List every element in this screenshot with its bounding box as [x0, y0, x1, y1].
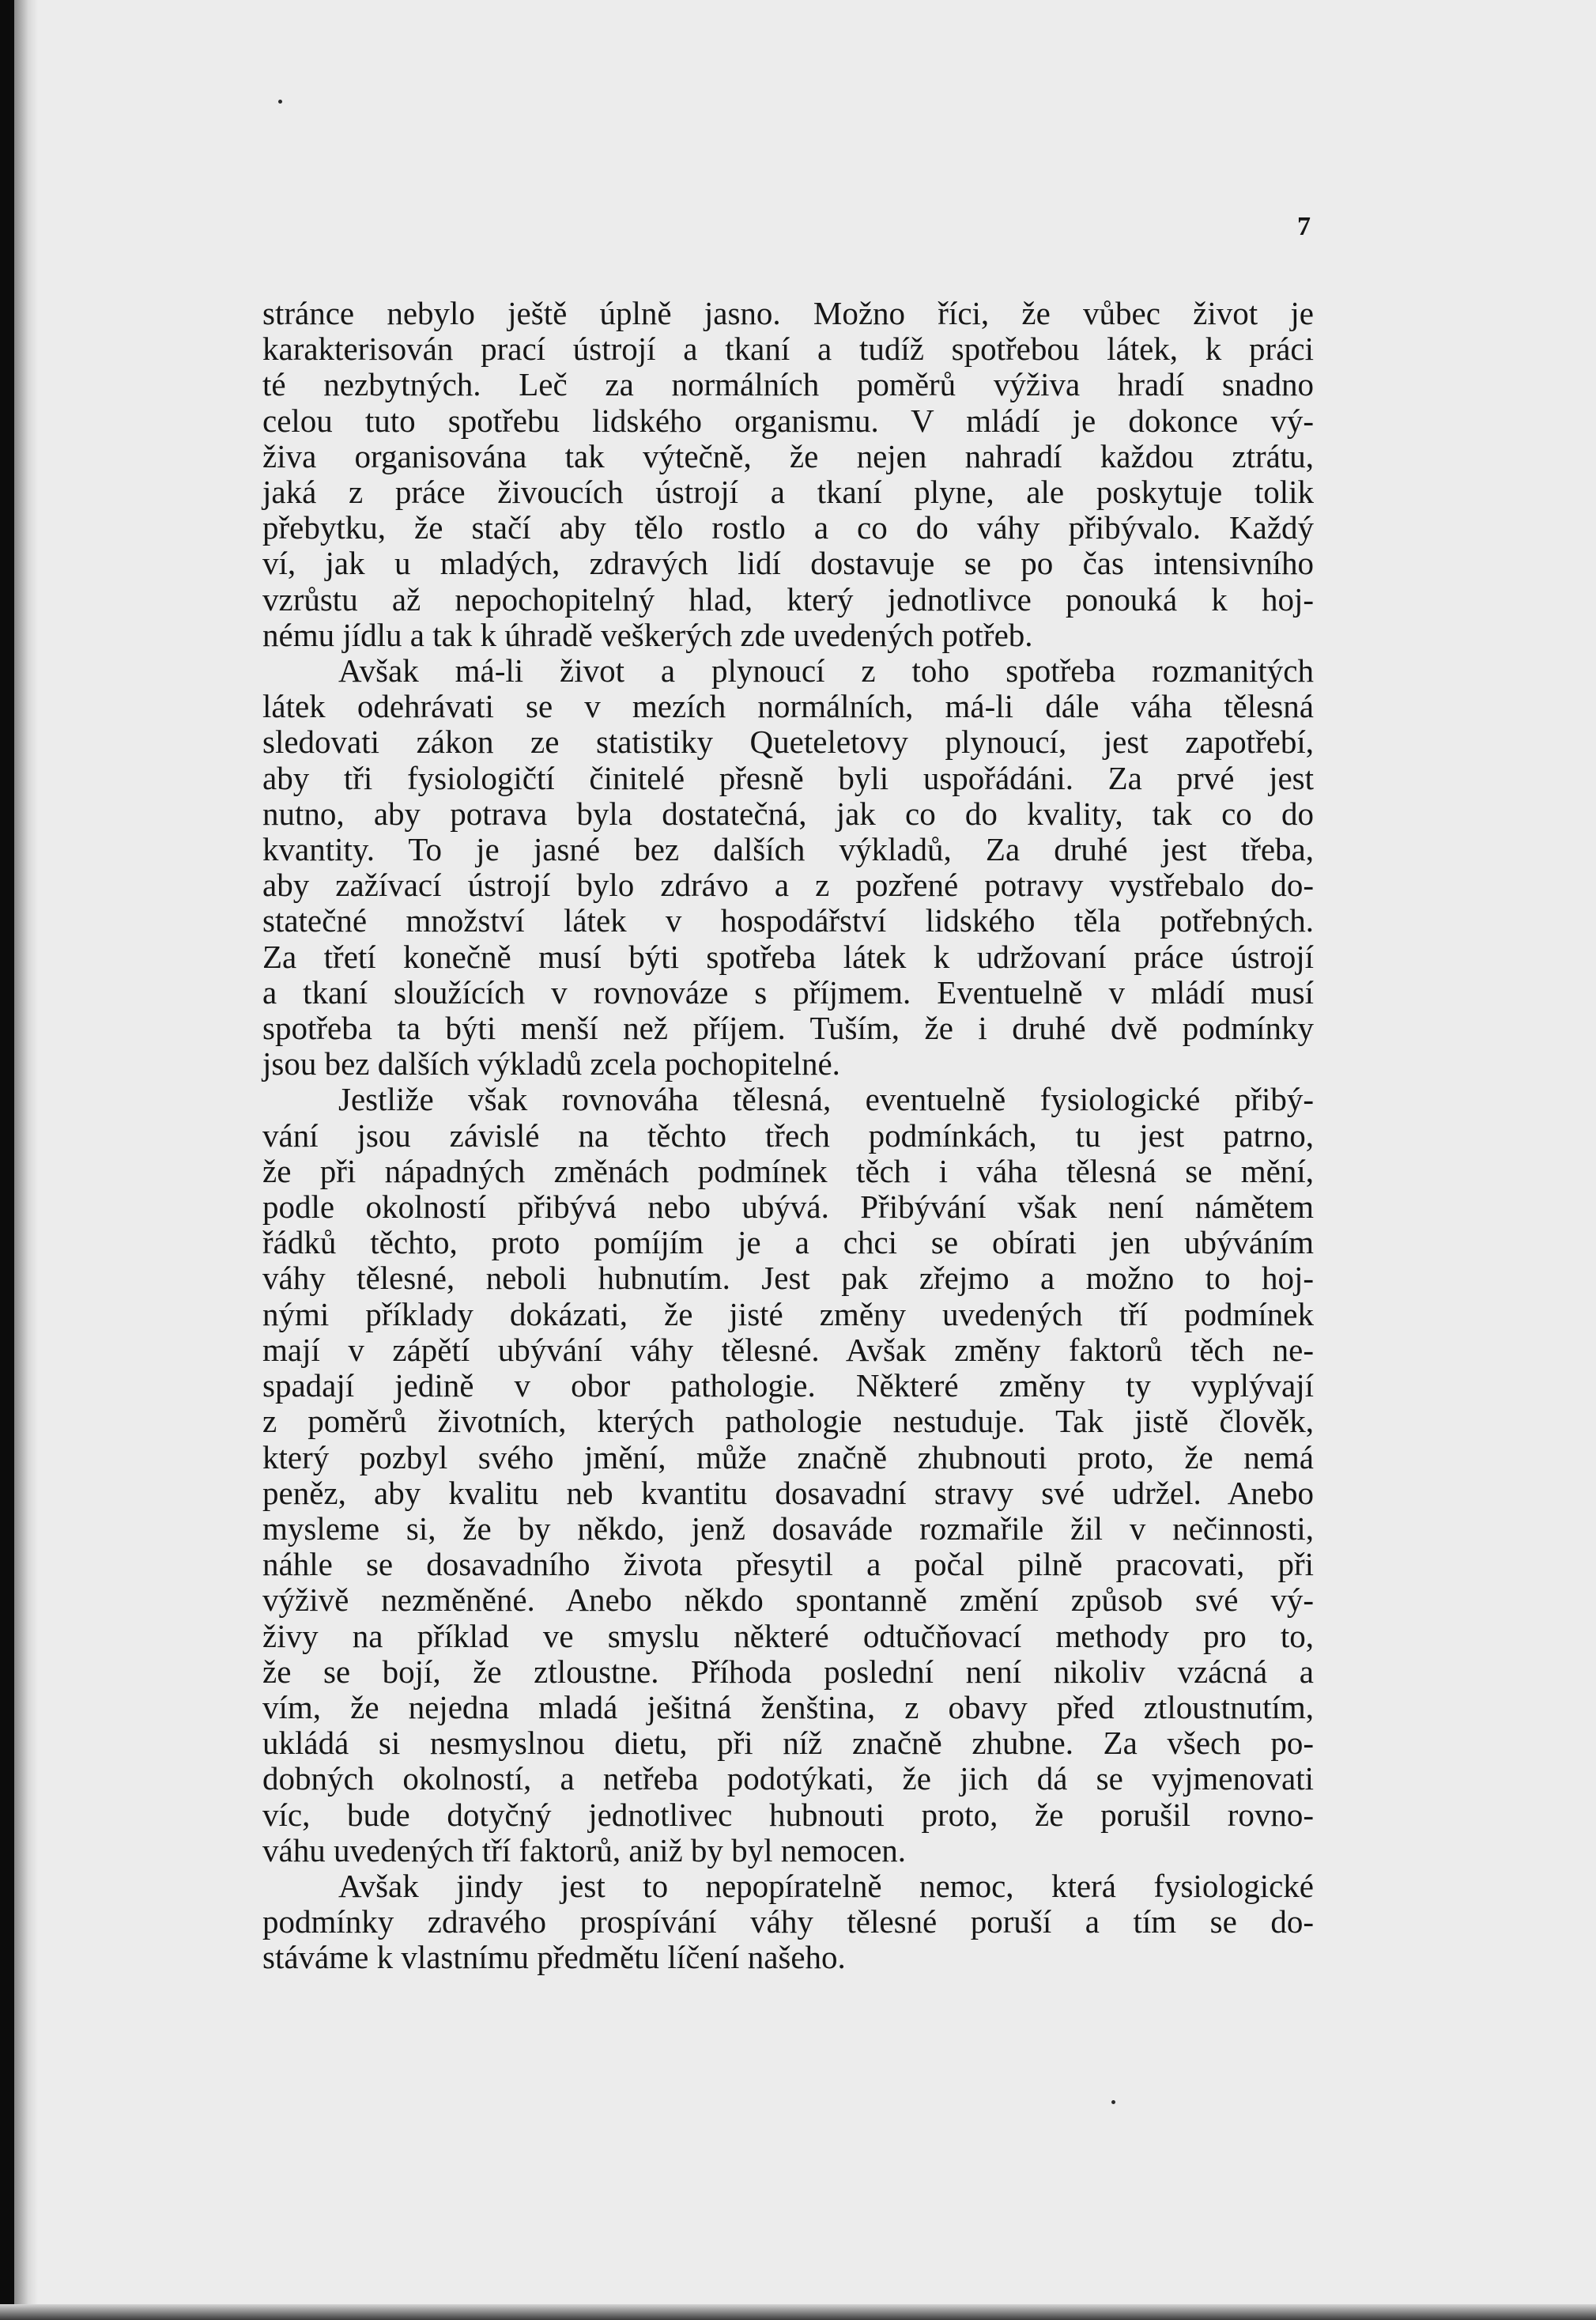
- text-line: stránce nebylo ještě úplně jasno. Možno říci, že vůbec život je: [262, 295, 1314, 331]
- text-line: látek odehrávati se v mezích normálních, má-li dále váha tělesná: [262, 688, 1314, 725]
- text-line: peněz, aby kvalitu neb kvantitu dosavadní stravy své udržel. Anebo: [262, 1474, 1314, 1511]
- text-line: mysleme si, že by někdo, jenž dosaváde rozmařile žil v nečinnosti,: [262, 1510, 1314, 1547]
- text-line: kvantity. To je jasné bez dalších výkladů, Za druhé jest třeba,: [262, 831, 1314, 868]
- scan-speck: [1111, 2100, 1115, 2104]
- scan-left-edge: [0, 0, 14, 2320]
- text-line: jsou bez dalších výkladů zcela pochopitelné.: [262, 1045, 840, 1083]
- text-line: jaká z práce živoucích ústrojí a tkaní plyne, ale poskytuje tolik: [262, 474, 1314, 511]
- scan-bottom-edge: [0, 2304, 1596, 2320]
- text-line: že se bojí, že ztloustne. Příhoda poslední není nikoliv vzácná a: [262, 1653, 1314, 1690]
- text-line: víc, bude dotyčný jednotlivec hubnouti proto, že porušil rovno-: [262, 1796, 1314, 1833]
- text-line: mají v zápětí ubývání váhy tělesné. Avšak změny faktorů těch ne-: [262, 1331, 1314, 1368]
- page-number: 7: [1297, 212, 1311, 241]
- text-line: vání jsou závislé na těchto třech podmínkách, tu jest patrno,: [262, 1117, 1314, 1154]
- text-line: celou tuto spotřebu lidského organismu. V mládí je dokonce vý-: [262, 402, 1314, 439]
- text-line: spotřeba ta býti menší než příjem. Tuším, že i druhé dvě podmínky: [262, 1010, 1314, 1047]
- text-line: váhu uvedených tří faktorů, aniž by byl nemocen.: [262, 1831, 907, 1868]
- text-line: karakterisován prací ústrojí a tkaní a tudíž spotřebou látek, k práci: [262, 331, 1314, 368]
- text-line: nutno, aby potrava byla dostatečná, jak co do kvality, tak co do: [262, 795, 1314, 832]
- text-line: který pozbyl svého jmění, může značně zhubnouti proto, že nemá: [262, 1438, 1314, 1476]
- text-line: přebytku, že stačí aby tělo rostlo a co do váhy přibývalo. Každý: [262, 509, 1314, 546]
- text-line: ukládá si nesmyslnou dietu, při níž značně zhubne. Za všech po-: [262, 1725, 1314, 1762]
- scan-speck: [278, 100, 282, 104]
- text-line: spadají jedině v obor pathologie. Některé změny ty vyplývají: [262, 1367, 1314, 1404]
- body-text: [262, 296, 1314, 1976]
- text-line: ví, jak u mladých, zdravých lidí dostavuje se po čas intensivního: [262, 545, 1314, 582]
- text-line: náhle se dosavadního života přesytil a počal pilně pracovati, při: [262, 1546, 1314, 1583]
- text-line: vím, že nejedna mladá ješitná ženština, z obavy před ztloustnutím,: [262, 1688, 1314, 1725]
- text-line: vzrůstu až nepochopitelný hlad, který jednotlivce ponouká k hoj-: [262, 580, 1314, 618]
- text-line: živy na příklad ve smyslu některé odtučňovací methody pro to,: [262, 1617, 1314, 1654]
- text-line: řádků těchto, proto pomíjím je a chci se obírati jen ubýváním: [262, 1224, 1314, 1261]
- text-line: nému jídlu a tak k úhradě veškerých zde uvedených potřeb.: [262, 616, 1033, 653]
- scan-binding-shadow: [14, 0, 38, 2320]
- text-line: Avšak má-li život a plynoucí z toho spotřeba rozmanitých: [338, 652, 1314, 690]
- text-line: z poměrů životních, kterých pathologie nestuduje. Tak jistě člověk,: [262, 1403, 1314, 1440]
- text-line: živa organisována tak výtečně, že nejen nahradí každou ztrátu,: [262, 437, 1314, 474]
- text-line: a tkaní sloužících v rovnováze s příjmem. Eventuelně v mládí musí: [262, 973, 1314, 1011]
- text-line: že při nápadných změnách podmínek těch i váha tělesná se mění,: [262, 1152, 1314, 1189]
- text-line: nými příklady dokázati, že jisté změny uvedených tří podmínek: [262, 1295, 1314, 1332]
- text-line: podle okolností přibývá nebo ubývá. Přibývání však není námětem: [262, 1188, 1314, 1226]
- text-line: Za třetí konečně musí býti spotřeba látek k udržovaní práce ústrojí: [262, 938, 1314, 975]
- text-line: aby zažívací ústrojí bylo zdrávo a z pozřené potravy vystřebalo do-: [262, 867, 1314, 904]
- text-line: té nezbytných. Leč za normálních poměrů výživa hradí snadno: [262, 366, 1314, 403]
- text-line: výživě nezměněné. Anebo někdo spontanně změní způsob své vý-: [262, 1581, 1314, 1619]
- text-line: podmínky zdravého prospívání váhy tělesné poruší a tím se do-: [262, 1903, 1314, 1940]
- text-line: dobných okolností, a netřeba podotýkati, že jich dá se vyjmenovati: [262, 1760, 1314, 1797]
- text-line: váhy tělesné, neboli hubnutím. Jest pak zřejmo a možno to hoj-: [262, 1260, 1314, 1297]
- text-line: sledovati zákon ze statistiky Queteletovy plynoucí, jest zapotřebí,: [262, 724, 1314, 761]
- text-line: aby tři fysiologičtí činitelé přesně byli uspořádáni. Za prvé jest: [262, 759, 1314, 796]
- text-line: statečné množství látek v hospodářství lidského těla potřebných.: [262, 902, 1314, 939]
- text-line: Jestliže však rovnováha tělesná, eventuelně fysiologické přibý-: [338, 1081, 1314, 1118]
- text-line: Avšak jindy jest to nepopíratelně nemoc, která fysiologické: [338, 1867, 1314, 1904]
- text-line: stáváme k vlastnímu předmětu líčení našeho.: [262, 1939, 846, 1976]
